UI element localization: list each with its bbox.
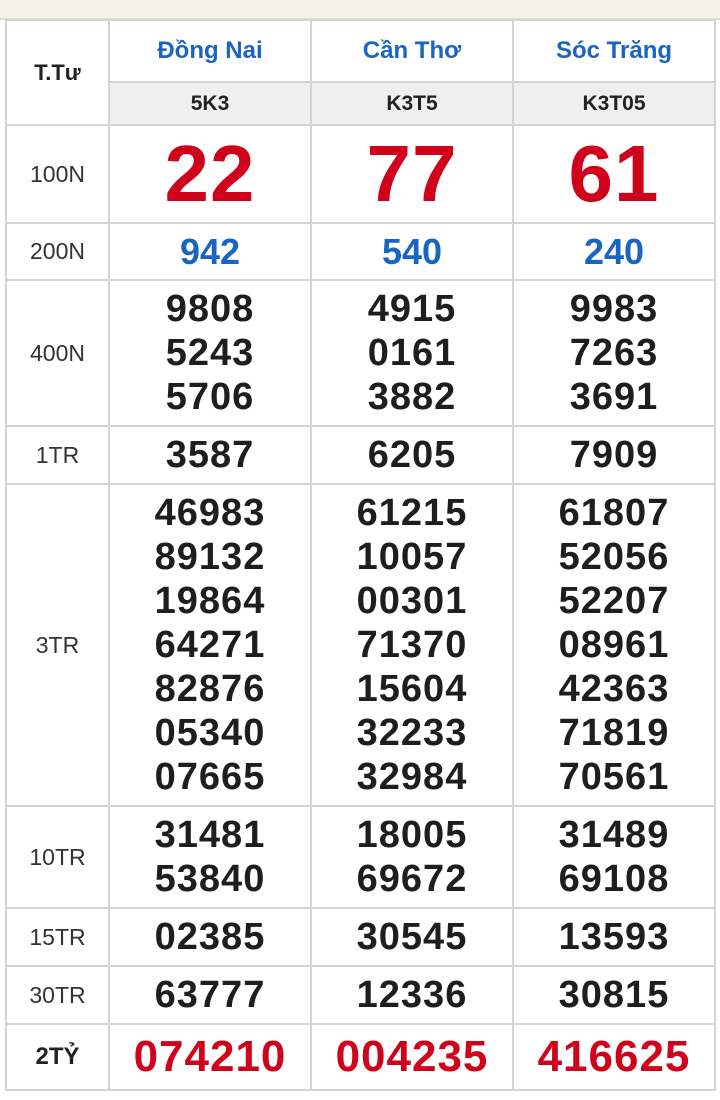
prize-g2-value: 30545 — [311, 908, 513, 966]
prize-g3-cell — [109, 806, 311, 908]
prize-g7-value: 240 — [513, 223, 715, 280]
prize-label-g7: 200N — [6, 223, 109, 280]
prize-g1-value: 30815 — [513, 966, 715, 1024]
prize-g7-value: 540 — [311, 223, 513, 280]
prize-number: 31481 — [154, 814, 266, 856]
prize-number: 82876 — [154, 668, 266, 710]
top-bar — [0, 0, 720, 20]
prize-g8-value: 77 — [311, 125, 513, 223]
prize-g6-cell — [109, 280, 311, 426]
prize-number: 00301 — [356, 580, 468, 622]
prize-label-g8: 100N — [6, 125, 109, 223]
prize-label-g1: 30TR — [6, 966, 109, 1024]
prize-g4-cell — [513, 484, 715, 806]
prize-row-g6 — [6, 280, 715, 426]
prize-number: 52056 — [558, 536, 670, 578]
prize-number: 5706 — [165, 376, 255, 418]
province-soc-trang[interactable]: Sóc Trăng — [513, 20, 715, 82]
code-soc-trang: K3T05 — [513, 82, 715, 125]
prize-g2-value: 13593 — [513, 908, 715, 966]
code-can-tho: K3T5 — [311, 82, 513, 125]
prize-number: 9983 — [569, 288, 659, 330]
prize-row-g5 — [6, 426, 715, 484]
province-can-tho[interactable]: Cần Thơ — [311, 20, 513, 82]
special-prize-value: 416625 — [513, 1024, 715, 1090]
prize-g3-cell — [513, 806, 715, 908]
prize-row-g3 — [6, 806, 715, 908]
prize-number: 08961 — [558, 624, 670, 666]
prize-row-special — [6, 1024, 715, 1090]
lottery-results-table — [5, 19, 716, 1091]
prize-label-g5: 1TR — [6, 426, 109, 484]
prize-number: 0161 — [367, 332, 457, 374]
prize-number: 52207 — [558, 580, 670, 622]
prize-number: 42363 — [558, 668, 670, 710]
prize-number: 71370 — [356, 624, 468, 666]
prize-row-g2 — [6, 908, 715, 966]
prize-number: 05340 — [154, 712, 266, 754]
prize-number: 07665 — [154, 756, 266, 798]
prize-row-g8 — [6, 125, 715, 223]
prize-number: 4915 — [367, 288, 457, 330]
prize-number: 69672 — [356, 858, 468, 900]
prize-label-special: 2TỶ — [6, 1024, 109, 1090]
prize-row-g4 — [6, 484, 715, 806]
prize-number: 9808 — [165, 288, 255, 330]
prize-number: 10057 — [356, 536, 468, 578]
prize-g6-cell — [513, 280, 715, 426]
prize-g7-value: 942 — [109, 223, 311, 280]
prize-label-g2: 15TR — [6, 908, 109, 966]
prize-g5-value: 3587 — [109, 426, 311, 484]
prize-label-g6: 400N — [6, 280, 109, 426]
prize-number: 89132 — [154, 536, 266, 578]
prize-number: 5243 — [165, 332, 255, 374]
special-prize-value: 074210 — [109, 1024, 311, 1090]
prize-row-g1 — [6, 966, 715, 1024]
code-row — [6, 82, 715, 125]
prize-number: 7263 — [569, 332, 659, 374]
prize-g3-cell — [311, 806, 513, 908]
prize-number: 71819 — [558, 712, 670, 754]
prize-g6-cell — [311, 280, 513, 426]
prize-label-g4: 3TR — [6, 484, 109, 806]
prize-number: 18005 — [356, 814, 468, 856]
province-dong-nai[interactable]: Đồng Nai — [109, 20, 311, 82]
prize-number: 46983 — [154, 492, 266, 534]
prize-g2-value: 02385 — [109, 908, 311, 966]
special-prize-value: 004235 — [311, 1024, 513, 1090]
prize-number: 32233 — [356, 712, 468, 754]
prize-number: 64271 — [154, 624, 266, 666]
prize-number: 3882 — [367, 376, 457, 418]
prize-g4-cell — [109, 484, 311, 806]
prize-label-g3: 10TR — [6, 806, 109, 908]
prize-number: 32984 — [356, 756, 468, 798]
province-header-row — [6, 20, 715, 82]
prize-g1-value: 12336 — [311, 966, 513, 1024]
ttu-header: T.Tư — [6, 20, 109, 125]
prize-g5-value: 6205 — [311, 426, 513, 484]
prize-number: 69108 — [558, 858, 670, 900]
prize-g8-value: 61 — [513, 125, 715, 223]
prize-number: 31489 — [558, 814, 670, 856]
prize-g1-value: 63777 — [109, 966, 311, 1024]
prize-g8-value: 22 — [109, 125, 311, 223]
prize-g5-value: 7909 — [513, 426, 715, 484]
code-dong-nai: 5K3 — [109, 82, 311, 125]
prize-number: 3691 — [569, 376, 659, 418]
prize-number: 53840 — [154, 858, 266, 900]
prize-number: 61807 — [558, 492, 670, 534]
prize-g4-cell — [311, 484, 513, 806]
prize-row-g7 — [6, 223, 715, 280]
prize-number: 61215 — [356, 492, 468, 534]
prize-number: 70561 — [558, 756, 670, 798]
prize-number: 15604 — [356, 668, 468, 710]
prize-number: 19864 — [154, 580, 266, 622]
